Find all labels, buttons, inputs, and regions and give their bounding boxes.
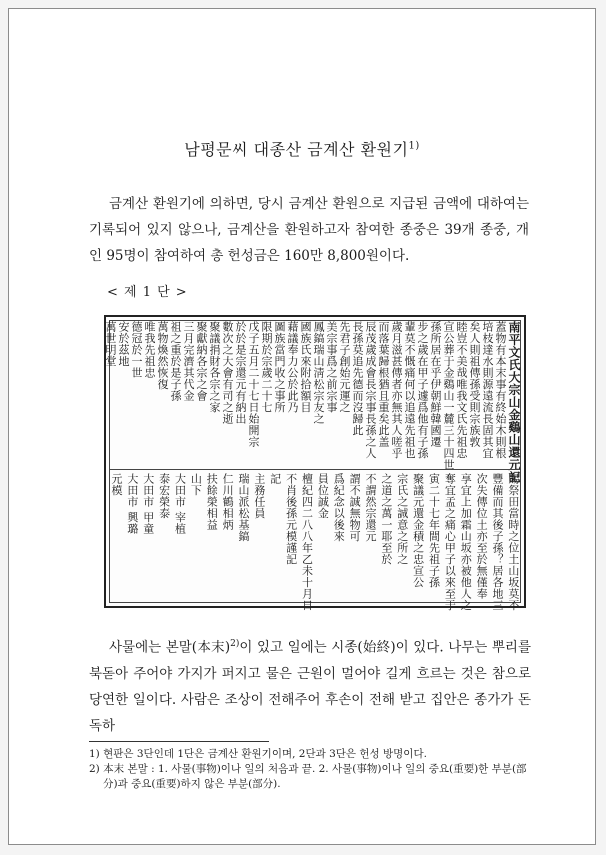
inscription-column: 孫所居在乎伊朝鮮韓國遷 (429, 321, 442, 448)
inscription-column: 限期於宗歲二十七 (260, 321, 273, 413)
inscription-column: 藉議奉力公於此乃 (286, 321, 299, 413)
inscription-column: 圖族當門收之事所 (273, 321, 286, 413)
intro-paragraph (89, 191, 529, 269)
inscription-column: 數次之大會有司之逝 (221, 321, 234, 425)
inscription-column: 南平文氏大宗山金鷄山還元記 (507, 321, 521, 484)
title-text: 남평문씨 대종산 금계산 환원기 (184, 140, 409, 159)
inscription-column: 主務任員 (252, 473, 266, 519)
body-paragraph (89, 631, 531, 739)
footnote-rule (89, 741, 269, 742)
inscription-column: 檀紀四二八八年乙未十月日 (300, 473, 314, 611)
inscription-column: 泰宏榮泰 (157, 473, 171, 519)
inscription-column: 賜祭田當時之位土山坂莫不 (506, 473, 520, 611)
footnote-1: 1) 현판은 3단인데 1단은 금계산 환원기이며, 2단과 3단은 헌성 방명이다. (89, 748, 427, 760)
inscription-upper-text (104, 321, 521, 484)
section-label: < 제 1 단 > (107, 285, 188, 300)
inscription-column: 於於是宗還元有納出 (234, 321, 247, 425)
inscription-column: 之道之萬一耶至於 (379, 473, 393, 565)
inscription-column: 矣人則祖傳孫受則宗族敦 (468, 321, 481, 448)
inscription-column: 國族氏來附拾額目 (299, 321, 312, 413)
inscription-column: 奪宜孟之痛心甲子以來至于 (443, 473, 457, 611)
body-text-rest: 이 있고 일에는 시종(始終)이 있다. 나무는 뿌리를 북돋아 주어야 가지가 퍼지고 물은 근원이 멀어야 길게 흐르는 것은 참으로 당연한 일이다. 사람은 조상이 전해주어 후손이 전해 받고 집안은 종가가 돈독하 (89, 639, 531, 734)
inscription-column: 大田市 甲童 (141, 473, 155, 535)
inscription-column: 仁川鶴相炳 (221, 473, 235, 531)
inscription-column: 而落葉歸根猶且重矣此盖 (377, 321, 390, 448)
inscription-column: 美宗事爲之前宗事 (325, 321, 338, 413)
inscription-column: 德冠於一世 (130, 321, 143, 379)
footnotes (89, 747, 531, 792)
inscription-column: 安於茲地 (117, 321, 130, 367)
inscription-column: 大田市 興璐 (125, 473, 139, 535)
inscription-column: 不肖後孫元模謹記 (284, 473, 298, 565)
page-frame (8, 8, 596, 845)
inscription-column: 爲紀念以後來 (332, 473, 346, 542)
inscription-column: 辰茂歲成會長宗事長孫之人 (364, 321, 377, 459)
inscription-column: 蓋物有本末事有終始木則根 (494, 321, 507, 459)
inscription-column: 先君子創始元運之 (338, 321, 351, 413)
inscription-column: 聚議元還金積之忠宣公 (411, 473, 425, 588)
inscription-column: 元模 (110, 473, 123, 496)
inscription-column: 長孫莫追先德而沒歸此 (351, 321, 364, 436)
inscription-column: 瑞山派松基鎬 (237, 473, 250, 542)
inscription-column: 萬世明堂 (104, 321, 117, 367)
title-footnote-ref: 1) (408, 140, 420, 152)
inscription-column: 宗氏之誠意之所之 (395, 473, 409, 565)
inscription-column: 次失傳位土亦至於無僅奉 (475, 473, 489, 600)
inscription-column: 聚議捐財各宗之家 (208, 321, 221, 413)
inscription-column: 歲月滋甚傳者亦無其人嗟乎 (390, 321, 403, 459)
intro-text: 금계산 환원기에 의하면, 당시 금계산 환원으로 지급된 금액에 대하여는 기록되어 있지 않으나, 금계산을 환원하고자 참여한 종중은 39개 종중, 개인 95명이 참여하여 총 헌성금은 160만 8,800원이다. (89, 196, 529, 264)
inscription-column: 不謂然宗還元 (364, 473, 377, 542)
inscription-column: 扶餘榮相益 (205, 473, 219, 531)
inscription-column: 山下 (189, 473, 203, 496)
inscription-column: 寅二十七年間先祖子孫 (427, 473, 441, 588)
inscription-column: 謂不誠無物可 (348, 473, 362, 542)
inscription-column: 員位誠金 (316, 473, 330, 519)
inscription-column: 萬物煥然恢復 (156, 321, 169, 390)
inscription-lower-text (110, 473, 520, 611)
inscription-column: 培枝達水則源遠流長固其宜 (481, 321, 494, 459)
page-title (9, 137, 595, 160)
inscription-column: 聚獻納各宗之會 (195, 321, 208, 402)
inscription-column: 宣公葬于金鷄山一麓三十四世 (442, 321, 455, 471)
inscription-column: 大田市 宰植 (173, 473, 187, 535)
inscription-divider (110, 469, 520, 470)
inscription-column: 記 (268, 473, 282, 485)
inscription-image (104, 315, 526, 611)
inscription-column: 唯我先祖忠 (143, 321, 156, 379)
inscription-column: 祖之重於是子孫 (169, 321, 182, 402)
inscription-column: 享宜上加霜山坂亦被他人之 (459, 473, 473, 611)
inscription-column: 三月完濟其代金 (182, 321, 195, 402)
inscription-column: 輩莫不慨痛何以追遠先祖也 (403, 321, 416, 459)
body-text-start: 사물에는 본말(本末) (109, 639, 231, 656)
inscription-column: 鳳鎬瑞山淸松宗友之 (312, 321, 325, 425)
footnote-2: 2) 本末 본말 : 1. 사물(事物)이나 일의 처음과 끝. 2. 사물(事物)이나 일의 중요(重要)한 부분(部分)과 중요(重要)하지 않은 부분(部分). (89, 763, 527, 790)
body-footnote-ref: 2) (230, 639, 240, 649)
inscription-column: 豐備而其後子孫？居各地三 (491, 473, 504, 611)
inscription-column: 戊子五月二十七日始開宗 (247, 321, 260, 448)
inscription-column: 睦豈不美哉唯我文氏先祖忠 (455, 321, 468, 459)
inscription-column: 步之歲在甲子遽爲他有子孫 (416, 321, 429, 459)
